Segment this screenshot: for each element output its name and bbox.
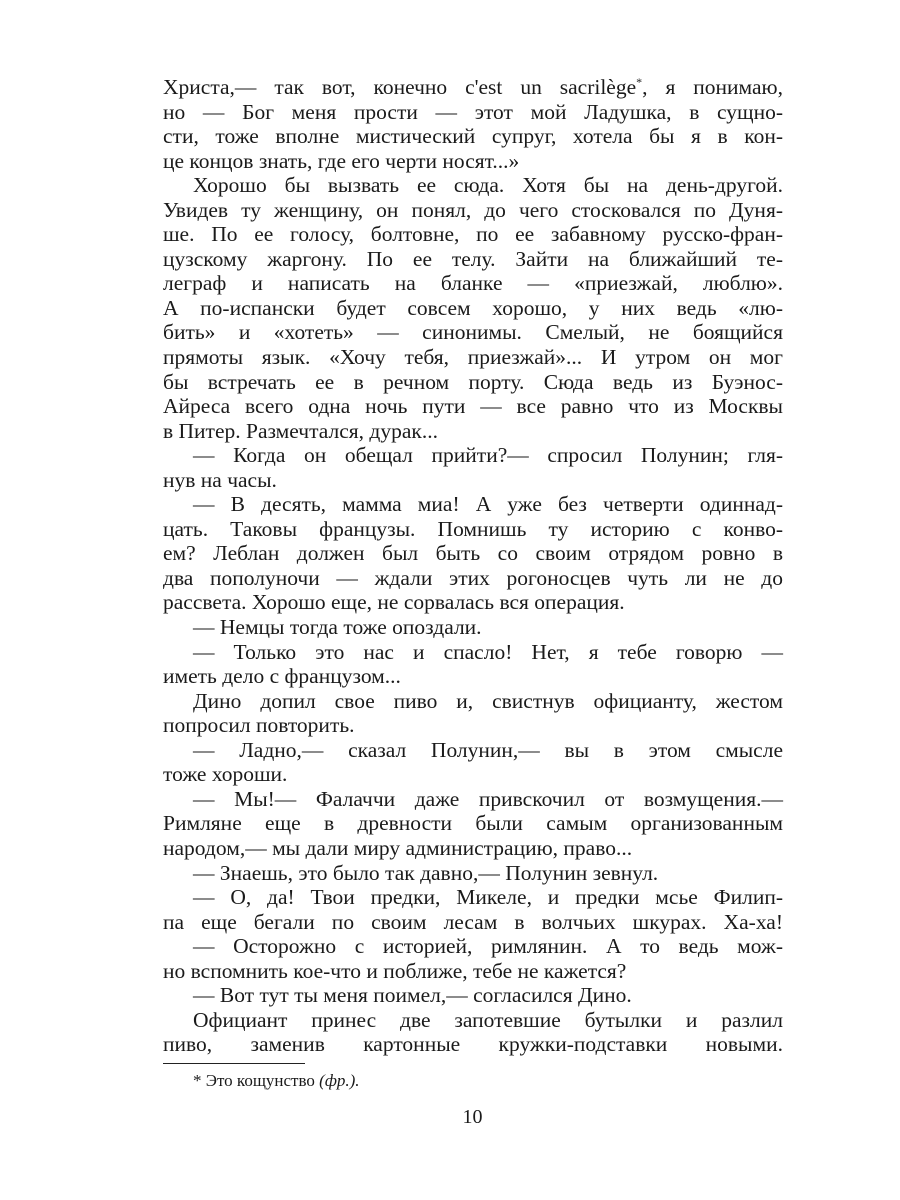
text-line: — Знаешь, это было так давно,— Полунин зевнул. xyxy=(193,860,659,885)
footnote-text: Это кощунство xyxy=(205,1071,315,1090)
text-line: — Осторожно с историей, римлянин. А то ведь мож- xyxy=(193,934,783,959)
text-span: Христа,— так вот, конечно c'est un sacrilège xyxy=(163,75,637,99)
text-line: Увидев ту женщину, он понял, до чего стосковался по Дуня- xyxy=(163,197,783,222)
footnote xyxy=(193,1071,360,1091)
text-line: нув на часы. xyxy=(163,467,277,492)
text-line: це концов знать, где его черти носят...» xyxy=(163,148,520,173)
text-line: Айреса всего одна ночь пути — все равно что из Москвы xyxy=(163,394,783,419)
text-line: рассвета. Хорошо еще, не сорвалась вся операция. xyxy=(163,590,625,615)
text-line: леграф и написать на бланке — «приезжай, люблю». xyxy=(163,271,783,296)
text-line: пиво, заменив картонные кружки-подставки новыми. xyxy=(163,1032,783,1057)
text-line: два пополуночи — ждали этих рогоносцев чуть ли не до xyxy=(163,565,783,590)
footnote-marker: * xyxy=(636,75,643,89)
text-line: — В десять, мамма миа! А уже без четверти одиннад- xyxy=(193,492,783,517)
text-line: иметь дело с французом... xyxy=(163,664,401,689)
text-line: — Мы!— Фалаччи даже привскочил от возмущения.— xyxy=(193,786,783,811)
text-line: бить» и «хотеть» — синонимы. Смелый, не боящийся xyxy=(163,320,783,345)
text-line: ем? Леблан должен был быть со своим отрядом ровно в xyxy=(163,541,783,566)
text-line: попросил повторить. xyxy=(163,713,355,738)
text-line: сти, тоже вполне мистический супруг, хотела бы я в кон- xyxy=(163,124,783,149)
body-text xyxy=(163,75,783,1057)
text-line: па еще бегали по своим лесам в волчьих шкурах. Ха-ха! xyxy=(163,909,783,934)
text-line: — О, да! Твои предки, Микеле, и предки мсье Филип- xyxy=(193,885,783,910)
text-line: Хорошо бы вызвать ее сюда. Хотя бы на день-другой. xyxy=(193,173,783,198)
text-line: ше. По ее голосу, болтовне, по ее забавному русско-фран- xyxy=(163,222,783,247)
text-line: Официант принес две запотевшие бутылки и разлил xyxy=(193,1007,783,1032)
text-line: — Когда он обещал прийти?— спросил Полунин; гля- xyxy=(193,443,783,468)
text-line: — Немцы тогда тоже опоздали. xyxy=(193,615,482,640)
text-line: цать. Таковы французы. Помнишь ту историю с конво- xyxy=(163,516,783,541)
page-number: 10 xyxy=(462,1106,483,1128)
text-line xyxy=(163,75,783,100)
text-line: — Вот тут ты меня поимел,— согласился Дино. xyxy=(193,983,632,1008)
footnote-source: (фр.). xyxy=(319,1071,360,1090)
text-line: бы встречать ее в речном порту. Сюда ведь из Буэнос- xyxy=(163,369,783,394)
text-line: в Питер. Размечтался, дурак... xyxy=(163,418,438,443)
text-line: но — Бог меня прости — этот мой Ладушка, в сущно- xyxy=(163,99,783,124)
text-line: народом,— мы дали миру администрацию, право... xyxy=(163,835,633,860)
text-line: но вспомнить кое-что и поближе, тебе не кажется? xyxy=(163,958,627,983)
footnote-mark: * xyxy=(193,1071,202,1090)
text-line: А по-испански будет совсем хорошо, у них ведь «лю- xyxy=(163,295,783,320)
text-line: Дино допил свое пиво и, свистнув официанту, жестом xyxy=(193,688,783,713)
text-line: цузскому жаргону. По ее телу. Зайти на ближайший те- xyxy=(163,246,783,271)
text-line: прямоты язык. «Хочу тебя, приезжай»... И утром он мог xyxy=(163,345,783,370)
footnote-divider xyxy=(163,1063,305,1064)
text-span: , я понимаю, xyxy=(642,75,783,99)
text-line: тоже хороши. xyxy=(163,762,288,787)
text-line: — Ладно,— сказал Полунин,— вы в этом смысле xyxy=(193,737,783,762)
text-line: — Только это нас и спасло! Нет, я тебе говорю — xyxy=(193,639,783,664)
text-line: Римляне еще в древности были самым организованным xyxy=(163,811,783,836)
